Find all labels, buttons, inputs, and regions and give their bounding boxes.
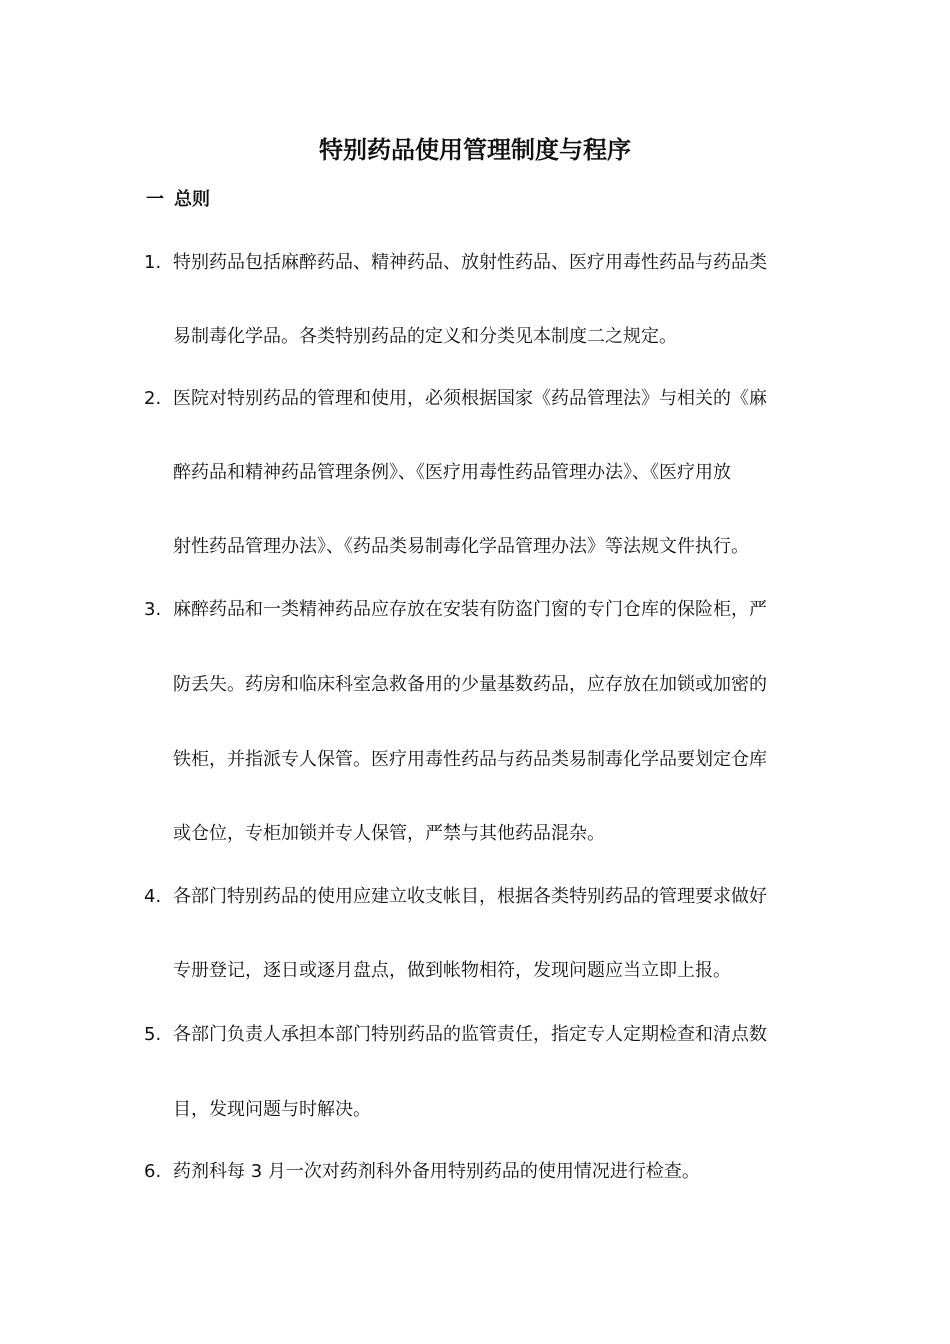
document-title: 特别药品使用管理制度与程序	[319, 136, 631, 164]
item-text-line: 各部门特别药品的使用应建立收支帐目，根据各类特别药品的管理要求做好	[173, 886, 767, 907]
item-text-line: 防丢失。药房和临床科室急救备用的少量基数药品，应存放在加锁或加密的	[173, 674, 767, 695]
item-number: 6.	[144, 1161, 162, 1182]
item-text-line: 各部门负责人承担本部门特别药品的监管责任，指定专人定期检查和清点数	[173, 1024, 767, 1045]
item-text-line: 射性药品管理办法》、《药品类易制毒化学品管理办法》等法规文件执行。	[173, 536, 749, 557]
item-text-line: 或仓位，专柜加锁并专人保管，严禁与其他药品混杂。	[173, 823, 605, 844]
item-number: 2.	[144, 388, 162, 409]
item-text-line: 醉药品和精神药品管理条例》、《医疗用毒性药品管理办法》、《医疗用放	[173, 462, 731, 483]
item-text-line: 铁柜，并指派专人保管。医疗用毒性药品与药品类易制毒化学品要划定仓库	[173, 749, 767, 770]
item-text-line: 医院对特别药品的管理和使用，必须根据国家《药品管理法》与相关的《麻	[173, 388, 767, 409]
item-number: 5.	[144, 1024, 162, 1045]
item-number: 3.	[144, 599, 162, 620]
item-text-line: 易制毒化学品。各类特别药品的定义和分类见本制度二之规定。	[173, 326, 677, 347]
item-text-line: 特别药品包括麻醉药品、精神药品、放射性药品、医疗用毒性药品与药品类	[173, 252, 767, 273]
section-heading	[146, 186, 210, 214]
item-number: 1.	[144, 252, 162, 273]
item-text-line: 药剂科每 3 月一次对药剂科外备用特别药品的使用情况进行检查。	[173, 1161, 700, 1182]
item-text-line: 专册登记，逐日或逐月盘点，做到帐物相符，发现问题应当立即上报。	[173, 960, 731, 981]
section-title: 总则	[174, 189, 210, 210]
section-number: 一	[146, 189, 164, 210]
item-text-line: 麻醉药品和一类精神药品应存放在安装有防盗门窗的专门仓库的保险柜，严	[173, 599, 767, 620]
item-number: 4.	[144, 886, 162, 907]
item-text-line: 目，发现问题与时解决。	[173, 1099, 371, 1120]
